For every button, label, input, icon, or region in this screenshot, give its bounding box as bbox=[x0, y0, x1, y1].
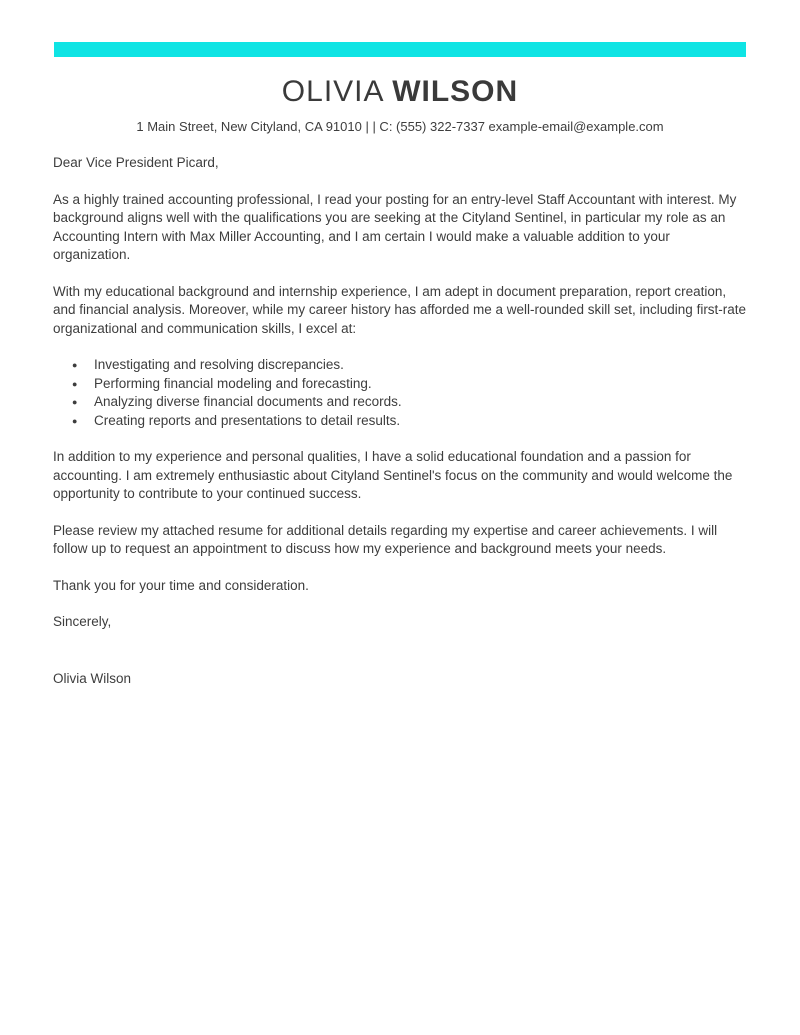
header-accent-bar bbox=[54, 42, 746, 57]
page-title bbox=[53, 75, 747, 109]
skills-bullet-list bbox=[53, 356, 747, 430]
paragraph-education: In addition to my experience and personal qualities, I have a solid educational foundation and a passion for accounting. I am extremely enthusiastic about Cityland Sentinel's focus on the community and would welcome the opportunity to contribute to your continued success. bbox=[53, 449, 733, 501]
salutation: Dear Vice President Picard, bbox=[53, 155, 219, 170]
paragraph-resume: Please review my attached resume for additional details regarding my expertise and career achievements. I will follow up to request an appointment to discuss how my experience and background meets your needs. bbox=[53, 522, 718, 556]
paragraph-skills: With my educational background and internship experience, I am adept in document preparation, report creation, and financial analysis. Moreover, while my career history has afforded me a well-rounded skill set, including first-rate organizational and communication skills, I excel at: bbox=[53, 283, 747, 336]
list-item: ● Investigating and resolving discrepancies. bbox=[53, 356, 747, 375]
list-item: ● Analyzing diverse financial documents and records. bbox=[53, 393, 747, 412]
last-name: WILSON bbox=[392, 75, 519, 108]
closing-line: Sincerely, bbox=[53, 614, 112, 629]
contact-info: 1 Main Street, New Cityland, CA 91010 | | C: (555) 322-7337 example-email@example.com bbox=[136, 119, 664, 134]
paragraph-intro: As a highly trained accounting professional, I read your posting for an entry-level Staff Accountant with interest. My background aligns well with the qualifications you are seeking at the Cityland Sentinel, in particular my role as an Accounting Intern with Max Miller Accounting, and I am certain I would make a valuable addition to your organization. bbox=[53, 191, 737, 262]
letter-body bbox=[53, 154, 747, 688]
list-item: ● Performing financial modeling and forecasting. bbox=[53, 375, 747, 394]
list-item: ● Creating reports and presentations to detail results. bbox=[53, 412, 747, 431]
thank-you-line: Thank you for your time and consideration. bbox=[53, 577, 309, 593]
signature-name: Olivia Wilson bbox=[53, 670, 132, 686]
first-name: OLIVIA bbox=[281, 75, 393, 108]
